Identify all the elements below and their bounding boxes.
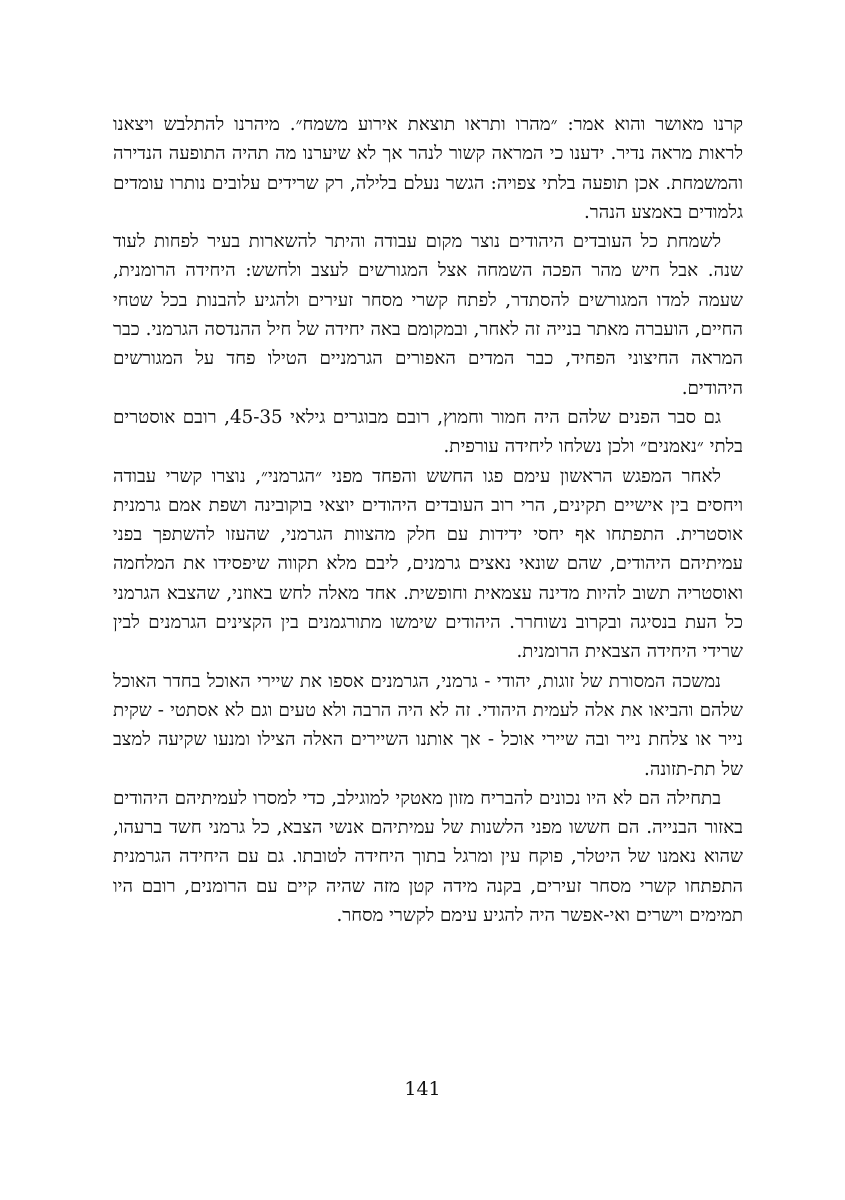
paragraph-2: לשמחת כל העובדים היהודים נוצר מקום עבודה והיתר להשארות בעיר לפחות לעוד שנה. אבל חיש מהר הפכה השמחה אצל המגורשים לעצב ולחשש: היחידה הרומנית, שעמה למדו המגורשים להסתדר, לפתח קשרי מסחר זעירים ולהגיע להבנות בכל שטחי החיים, הועברה מאתר בנייה זה לאחר, ובמקומם באה יחידה של חיל ההנדסה הגרמני. כבר המראה החיצוני הפחיד, כבר המדים האפורים הגרמניים הטילו פחד על המגורשים היהודים. <box>113 231 743 399</box>
body-text <box>113 110 743 930</box>
paragraph-3: גם סבר הפנים שלהם היה חמור וחמוץ, רובם מבוגרים גילאי 45-35, רובם אוסטרים בלתי ״נאמנים״ ולכן נשלחו ליחידה עורפית. <box>113 406 743 458</box>
paragraph-5: נמשכה המסורת של זוגות, יהודי - גרמני, הגרמנים אספו את שיירי האוכל בחדר האוכל שלהם והביאו את אלה לעמית היהודי. זה לא היה הרבה ולא טעים וגם לא אסתטי - שקית נייר או צלחת נייר ובה שיירי אוכל - אך אותנו השיירים האלה הצילו ומנעו שקיעה למצב של תת-תזונה. <box>113 670 743 780</box>
paragraph-1: קרנו מאושר והוא אמר: ״מהרו ותראו תוצאת אירוע משמח״. מיהרנו להתלבש ויצאנו לראות מראה נדיר. ידענו כי המראה קשור לנהר אך לא שיערנו מה תהיה התופעה הנדירה והמשמחת. אכן תופעה בלתי צפויה: הגשר נעלם בלילה, רק שרידים עלובים נותרו עומדים גלמודים באמצע הנהר. <box>113 114 743 223</box>
paragraph-6: בתחילה הם לא היו נכונים להבריח מזון מאטקי למוגילב, כדי למסרו לעמיתיהם היהודים באזור הבנייה. הם חששו מפני הלשנות של עמיתיהם אנשי הצבא, כל גרמני חשד ברעהו, שהוא נאמנו של היטלר, פוקח עין ומרגל בתוך היחידה לטובתו. גם עם היחידה הגרמנית התפתחו קשרי מסחר זעירים, בקנה מידה קטן מזה שהיה קיים עם הרומנים, רובם היו תמימים וישרים ואי-אפשר היה להגיע עימם לקשרי מסחר. <box>113 787 743 927</box>
page-number: 141 <box>404 1078 441 1100</box>
paragraph-4: לאחר המפגש הראשון עימם פגו החשש והפחד מפני ״הגרמני״, נוצרו קשרי עבודה ויחסים בין אישיים תקינים, הרי רוב העובדים היהודים יוצאי בוקובינה ושפת אמם גרמנית אוסטרית. התפתחו אף יחסי ידידות עם חלק מהצוות הגרמני, שהעזו להשתפך בפני עמיתיהם היהודים, שהם שונאי נאצים גרמנים, ליבם מלא תקווה שיפסידו את המלחמה ואוסטריה תשוב להיות מדינה עצמאית וחופשית. אחד מאלה לחש באוזני, שהצבא הגרמני כל העת בנסיגה ובקרוב נשוחרר. היהודים שימשו מתורגמנים בין הקצינים הגרמנים לבין שרידי היחידה הצבאית הרומנית. <box>113 465 743 663</box>
